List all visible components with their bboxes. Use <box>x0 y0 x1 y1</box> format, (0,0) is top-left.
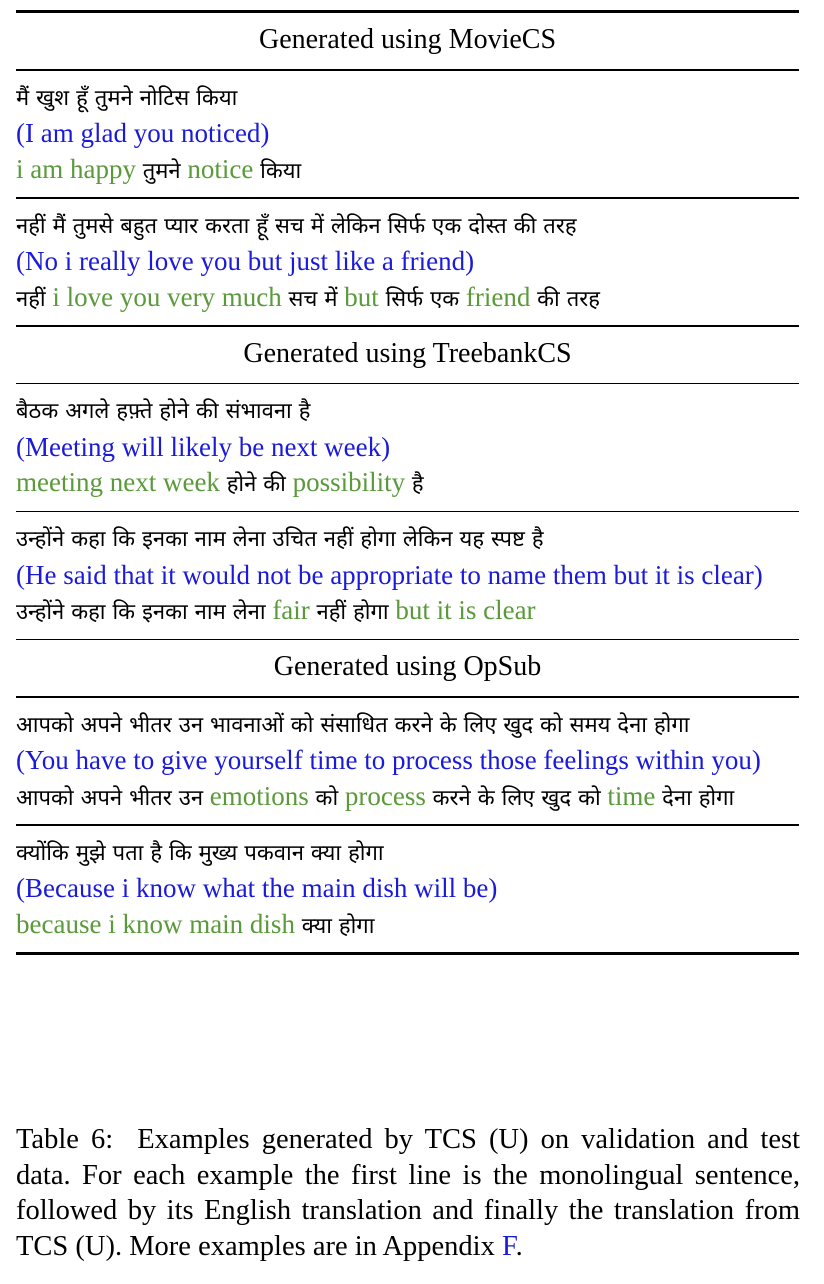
example-block <box>16 826 799 953</box>
english-segment: because i know main dish <box>16 908 295 939</box>
appendix-link[interactable]: F <box>501 1230 516 1262</box>
section-header: Generated using TreebankCS <box>243 337 572 369</box>
codeswitched-line <box>16 593 799 631</box>
hindi-segment: किया <box>260 158 302 184</box>
example-block <box>16 384 799 511</box>
english-segment: i love you very much <box>52 281 282 312</box>
hindi-segment: देना होगा <box>662 785 735 811</box>
hindi-segment: तुमने <box>142 158 181 184</box>
monolingual-line: मैं खुश हूँ तुमने नोटिस किया <box>16 85 238 111</box>
translation-line: (Meeting will likely be next week) <box>16 431 391 462</box>
hindi-segment: करने के लिए खुद को <box>432 785 601 811</box>
english-segment: process <box>344 780 426 811</box>
codeswitched-line <box>16 152 799 190</box>
translation-line: (You have to give yourself time to process those feelings within you) <box>16 745 761 775</box>
translation-line: (He said that it would not be appropriate to name them but it is clear) <box>16 559 763 590</box>
english-segment: notice <box>187 153 254 184</box>
example-block <box>16 199 799 326</box>
hindi-segment: की तरह <box>537 286 600 312</box>
codeswitched-line <box>16 280 799 318</box>
english-segment: i am happy <box>16 153 136 184</box>
examples-table <box>16 10 799 955</box>
hindi-segment: है <box>411 472 424 497</box>
english-segment: emotions <box>209 780 309 811</box>
hindi-segment: को <box>315 785 339 811</box>
section-header: Generated using MovieCS <box>258 24 557 55</box>
caption-label: Table 6: <box>16 1124 114 1155</box>
example-block <box>16 71 799 198</box>
translation-line: (I am glad you noticed) <box>16 118 270 148</box>
translation-line: (No i really love you but just like a friend) <box>16 246 475 276</box>
english-segment: fair <box>272 595 310 625</box>
hindi-segment: होने की <box>226 472 286 497</box>
example-block <box>16 512 799 639</box>
english-segment: time <box>607 780 656 811</box>
hindi-segment: सच में <box>288 286 338 312</box>
english-segment: meeting next week <box>16 467 220 497</box>
caption-end: . <box>515 1230 523 1262</box>
caption-text: Examples generated by TCS (U) on validation and test data. For each example the first line is the monolingual sentence, followed by its English translation and finally the translation from TCS (U). More examples are in Appendix <box>16 1124 800 1262</box>
translation-line: (Because i know what the main dish will be) <box>16 873 498 903</box>
hindi-segment: क्या होगा <box>301 913 375 939</box>
hindi-segment: नहीं <box>16 286 46 312</box>
monolingual-line: नहीं मैं तुमसे बहुत प्यार करता हूँ सच में लेकिन सिर्फ एक दोस्त की तरह <box>16 213 577 239</box>
table-caption <box>16 1122 800 1264</box>
section-header: Generated using OpSub <box>273 651 542 682</box>
english-segment: but it is clear <box>395 595 536 625</box>
hindi-segment: उन्होंने कहा कि इनका नाम लेना <box>16 600 266 625</box>
example-block <box>16 698 799 825</box>
english-segment: possibility <box>292 467 406 497</box>
bottom-rule <box>16 952 799 955</box>
hindi-segment: नहीं होगा <box>316 600 389 625</box>
monolingual-line: आपको अपने भीतर उन भावनाओं को संसाधित करने के लिए खुद को समय देना होगा <box>16 712 690 738</box>
codeswitched-line <box>16 907 799 945</box>
hindi-segment: आपको अपने भीतर उन <box>16 785 204 811</box>
codeswitched-line <box>16 465 799 503</box>
english-segment: friend <box>465 281 531 312</box>
monolingual-line: क्योंकि मुझे पता है कि मुख्य पकवान क्या होगा <box>16 840 384 866</box>
english-segment: but <box>344 281 379 312</box>
monolingual-line: बैठक अगले हफ़्ते होने की संभावना है <box>16 399 311 424</box>
codeswitched-line <box>16 779 799 817</box>
monolingual-line: उन्होंने कहा कि इनका नाम लेना उचित नहीं होगा लेकिन यह स्पष्ट है <box>16 527 544 552</box>
hindi-segment: सिर्फ एक <box>385 286 460 312</box>
